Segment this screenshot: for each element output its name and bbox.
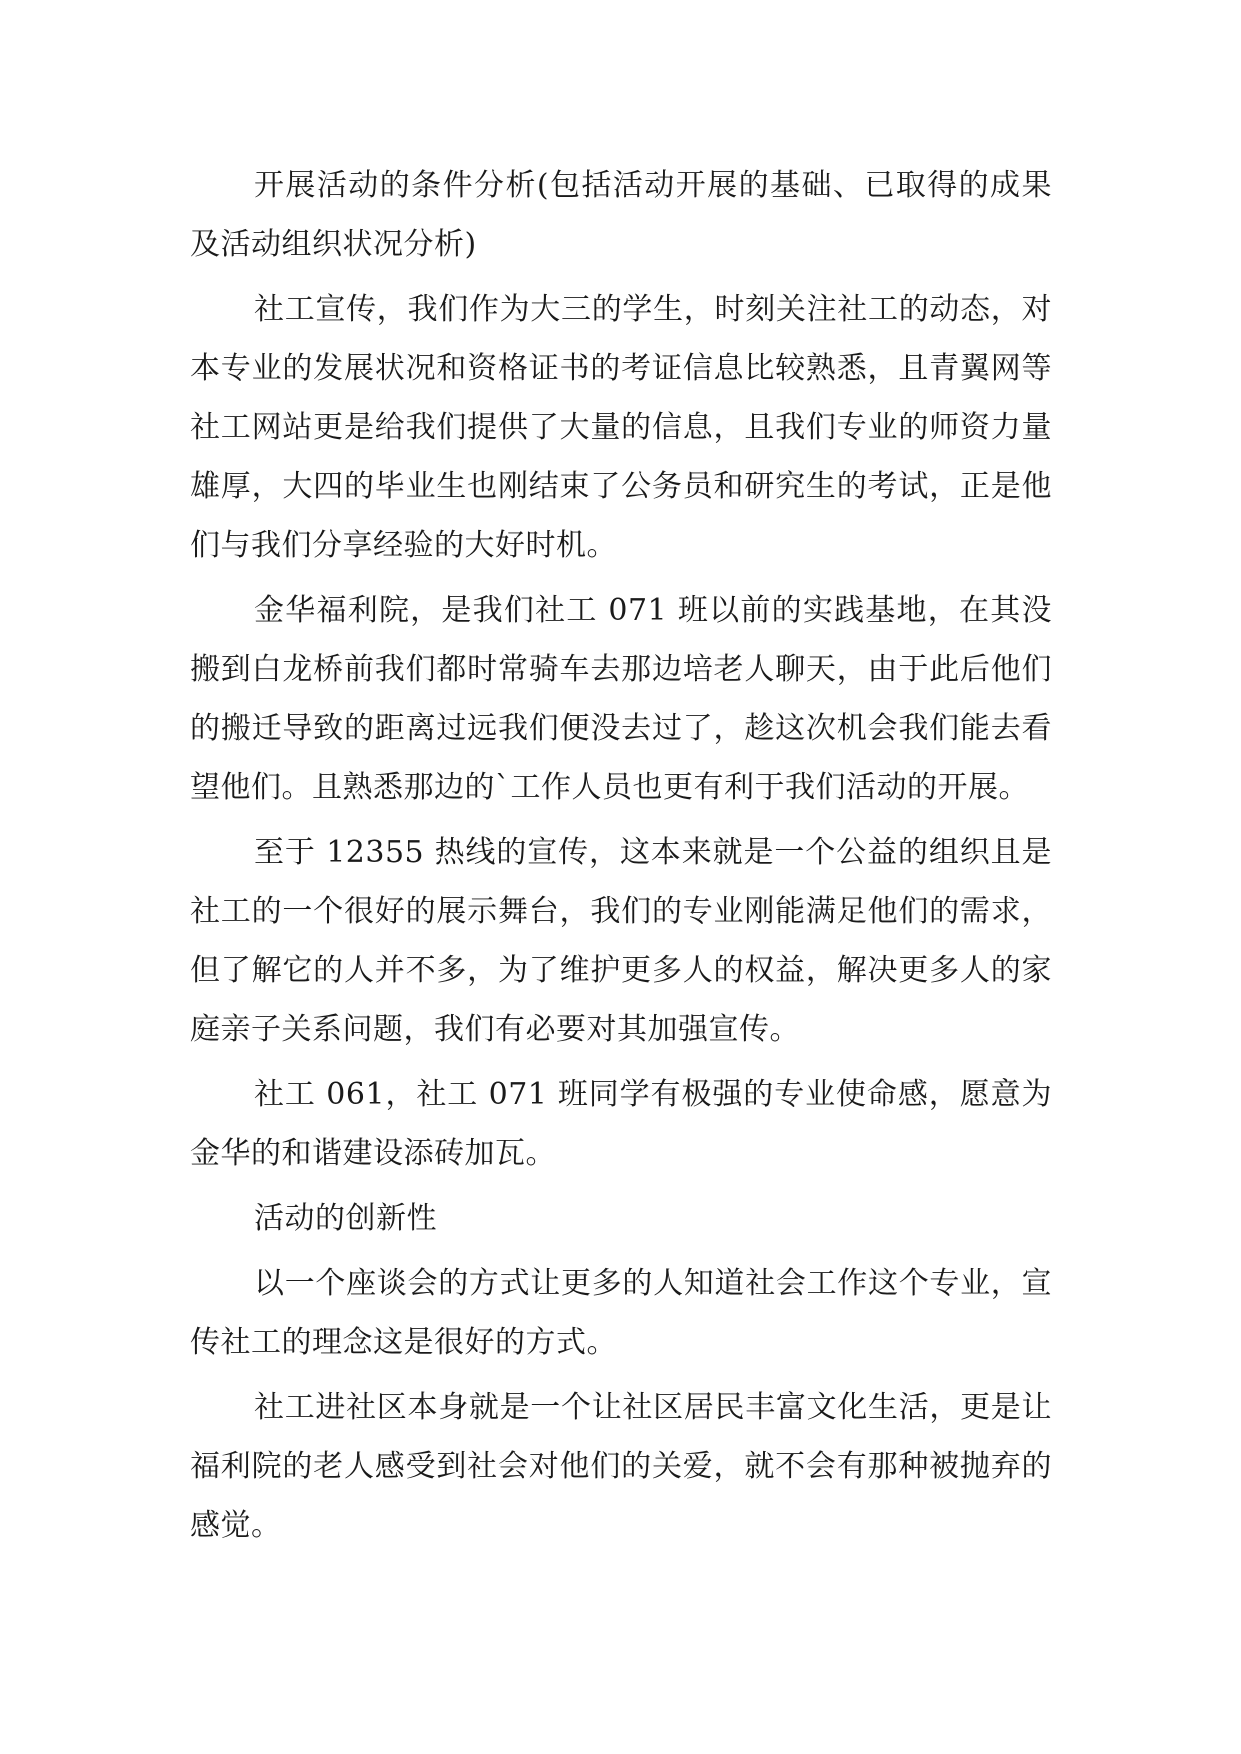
paragraph-12355-hotline: 至于 12355 热线的宣传，这本来就是一个公益的组织且是社工的一个很好的展示舞台，我们的专业刚能满足他们的需求，但了解它的人并不多，为了维护更多人的权益，解决更多人的家庭亲子关系问题，我们有必要对其加强宣传。: [190, 835, 1052, 1047]
paragraph-innovation-heading: 活动的创新性: [254, 1201, 437, 1236]
paragraph-jinhua-welfare-home: 金华福利院，是我们社工 071 班以前的实践基地，在其没搬到白龙桥前我们都时常骑车去那边培老人聊天，由于此后他们的搬迁导致的距离过远我们便没去过了，趁这次机会我们能去看望他们。且熟悉那边的`工作人员也更有利于我们活动的开展。: [190, 593, 1052, 805]
paragraph-forum-approach: 以一个座谈会的方式让更多的人知道社会工作这个专业，宣传社工的理念这是很好的方式。: [190, 1266, 1052, 1360]
document-page: [190, 156, 1052, 1561]
paragraph-class-mission: 社工 061，社工 071 班同学有极强的专业使命感，愿意为金华的和谐建设添砖加瓦。: [190, 1077, 1052, 1171]
paragraph-social-work-publicity: 社工宣传，我们作为大三的学生，时刻关注社工的动态，对本专业的发展状况和资格证书的考证信息比较熟悉，且青翼网等社工网站更是给我们提供了大量的信息，且我们专业的师资力量雄厚，大四的毕业生也刚结束了公务员和研究生的考试，正是他们与我们分享经验的大好时机。: [190, 292, 1052, 563]
paragraph-conditions-heading: 开展活动的条件分析(包括活动开展的基础、已取得的成果及活动组织状况分析): [190, 168, 1052, 262]
paragraph-community-outreach: 社工进社区本身就是一个让社区居民丰富文化生活，更是让福利院的老人感受到社会对他们的关爱，就不会有那种被抛弃的感觉。: [190, 1390, 1052, 1543]
